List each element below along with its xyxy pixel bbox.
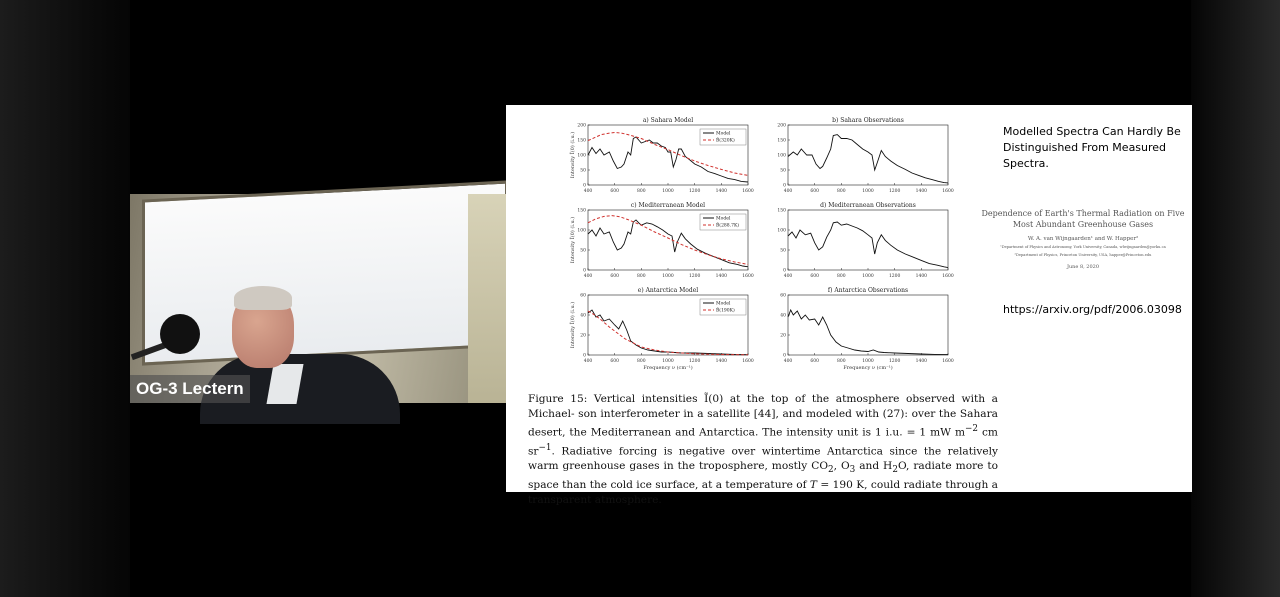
y-tick-label: 150 — [577, 138, 586, 144]
x-tick-label: 400 — [583, 359, 593, 364]
x-tick-label: 1200 — [688, 189, 701, 194]
chart-panel-3 — [568, 202, 754, 279]
x-axis-label: Frequency ν (cm⁻¹) — [643, 365, 693, 371]
microphone — [160, 314, 200, 354]
y-tick-label: 150 — [777, 208, 786, 214]
chart-title: c) Mediterranean Model — [630, 202, 706, 209]
y-axis-label: Intensity Ĩ(0) (i.u.) — [570, 131, 576, 179]
paper-title-block — [973, 208, 1193, 270]
legend-entry: B̃(320K) — [716, 138, 735, 144]
chart-panel-2 — [777, 117, 953, 194]
y-tick-label: 50 — [780, 168, 786, 174]
x-tick-label: 1600 — [742, 274, 754, 279]
paper-affiliation-1: ¹Department of Physics and Astronomy, York University, Canada, wlwijngaarden@yorku.ca — [1000, 245, 1166, 249]
y-tick-label: 50 — [780, 248, 786, 254]
x-tick-label: 1600 — [942, 274, 954, 279]
legend-entry: Model — [716, 131, 731, 137]
figure-caption: Figure 15: Vertical intensities Ĩ(0) at the top of the atmosphere observed with a Michael- son interferometer in a satellite [44], and modeled with (27): over the Sahara desert, the Mediterranean and Antarctica. The intensity unit is 1 i.u. = 1 mW $m^{-2}$ cm $sr^{-1}$. Radiative forcing is negative over wintertime Antarctica since the relatively warm greenhouse gases in the troposphere, mostly $CO_2$, $O_3$ and $H_2O$, radiate more to space than the cold ice surface, at a temperature of T = 190 K, could radiate through a transparent atmosphere. — [528, 393, 998, 507]
x-tick-label: 800 — [837, 274, 846, 279]
x-tick-label: 1000 — [862, 189, 874, 194]
legend-entry: Model — [716, 216, 731, 222]
x-tick-label: 1200 — [688, 274, 701, 279]
y-tick-label: 60 — [780, 293, 786, 299]
x-tick-label: 1000 — [662, 274, 674, 279]
chart-panel-5 — [568, 287, 754, 371]
y-tick-label: 200 — [577, 123, 586, 129]
x-tick-label: 400 — [783, 189, 793, 194]
y-tick-label: 0 — [783, 268, 786, 274]
paper-date: June 8, 2020 — [1066, 264, 1100, 270]
x-tick-label: 600 — [610, 274, 619, 279]
x-tick-label: 800 — [637, 359, 646, 364]
chart-title: b) Sahara Observations — [832, 117, 904, 124]
y-tick-label: 50 — [580, 168, 586, 174]
x-tick-label: 1400 — [915, 274, 928, 279]
y-tick-label: 150 — [777, 138, 786, 144]
participant-name-tag: OG-3 Lectern — [130, 375, 250, 403]
chart-title: e) Antarctica Model — [637, 287, 699, 294]
series-line-1 — [788, 310, 948, 355]
y-tick-label: 150 — [577, 208, 586, 214]
y-tick-label: 40 — [580, 313, 586, 319]
chart-title: d) Mediterranean Observations — [820, 202, 916, 209]
x-tick-label: 400 — [583, 274, 593, 279]
paper-title: Dependence of Earth's Thermal Radiation on Five Most Abundant Greenhouse Gases — [981, 209, 1185, 229]
chart-panel-1 — [568, 117, 754, 194]
x-tick-label: 1200 — [888, 359, 901, 364]
x-tick-label: 1400 — [915, 359, 928, 364]
x-tick-label: 600 — [610, 359, 619, 364]
legend-entry: B̃(190K) — [716, 308, 735, 314]
x-tick-label: 1600 — [942, 189, 954, 194]
y-tick-label: 100 — [577, 228, 586, 234]
y-tick-label: 0 — [783, 183, 786, 189]
x-tick-label: 1200 — [888, 274, 901, 279]
x-axis-label: Frequency ν (cm⁻¹) — [843, 365, 893, 371]
x-tick-label: 1400 — [915, 189, 928, 194]
x-tick-label: 400 — [583, 189, 593, 194]
x-tick-label: 1600 — [742, 189, 754, 194]
series-line-1 — [588, 310, 748, 355]
chart-panel-6 — [780, 287, 954, 371]
y-tick-label: 100 — [777, 153, 786, 159]
x-tick-label: 600 — [810, 274, 819, 279]
legend-entry: B̃(288.7K) — [716, 223, 740, 229]
y-tick-label: 0 — [583, 353, 586, 359]
series-line-1 — [788, 222, 948, 268]
y-tick-label: 0 — [583, 183, 586, 189]
x-tick-label: 800 — [837, 359, 846, 364]
x-tick-label: 800 — [637, 274, 646, 279]
series-line-1 — [788, 135, 948, 183]
chart-title: f) Antarctica Observations — [827, 287, 909, 294]
paper-url[interactable]: https://arxiv.org/pdf/2006.03098 — [1003, 303, 1182, 316]
x-tick-label: 600 — [610, 189, 619, 194]
x-tick-label: 1600 — [942, 359, 954, 364]
x-tick-label: 1200 — [888, 189, 901, 194]
chart-title: a) Sahara Model — [642, 117, 694, 124]
y-tick-label: 40 — [780, 313, 786, 319]
y-tick-label: 100 — [577, 153, 586, 159]
y-tick-label: 0 — [783, 353, 786, 359]
x-tick-label: 800 — [637, 189, 646, 194]
x-tick-label: 400 — [783, 274, 793, 279]
y-tick-label: 100 — [777, 228, 786, 234]
x-tick-label: 800 — [837, 189, 846, 194]
y-axis-label: Intensity Ĩ(0) (i.u.) — [570, 301, 576, 349]
x-tick-label: 1000 — [862, 274, 874, 279]
y-tick-label: 60 — [580, 293, 586, 299]
y-tick-label: 200 — [777, 123, 786, 129]
y-tick-label: 0 — [583, 268, 586, 274]
chart-panel-4 — [777, 202, 953, 279]
slide-headline: Modelled Spectra Can Hardly Be Distinguished From Measured Spectra. — [1003, 125, 1181, 170]
speaker-hair — [234, 286, 292, 310]
series-line-2 — [588, 311, 748, 355]
x-tick-label: 1000 — [862, 359, 874, 364]
speaker-video-tile[interactable] — [130, 194, 506, 403]
x-tick-label: 1000 — [662, 189, 674, 194]
x-tick-label: 600 — [810, 189, 819, 194]
x-tick-label: 600 — [810, 359, 819, 364]
left-background — [0, 0, 130, 597]
y-tick-label: 50 — [580, 248, 586, 254]
x-tick-label: 1400 — [715, 274, 728, 279]
x-tick-label: 1000 — [662, 359, 674, 364]
x-tick-label: 1600 — [742, 359, 754, 364]
right-background — [1191, 0, 1280, 597]
plot-frame — [788, 295, 948, 355]
x-tick-label: 400 — [783, 359, 793, 364]
x-tick-label: 1200 — [688, 359, 701, 364]
y-tick-label: 20 — [580, 333, 586, 339]
door — [468, 194, 506, 403]
y-tick-label: 20 — [780, 333, 786, 339]
paper-authors: W. A. van Wijngaarden¹ and W. Happer² — [1027, 236, 1139, 242]
spectra-figure — [566, 113, 1026, 383]
legend-entry: Model — [716, 301, 731, 307]
paper-affiliation-2: ²Department of Physics, Princeton University, USA, happer@Princeton.edu — [1014, 253, 1152, 257]
x-tick-label: 1400 — [715, 189, 728, 194]
x-tick-label: 1400 — [715, 359, 728, 364]
shared-slide — [506, 105, 1192, 507]
y-axis-label: Intensity Ĩ(0) (i.u.) — [570, 216, 576, 264]
